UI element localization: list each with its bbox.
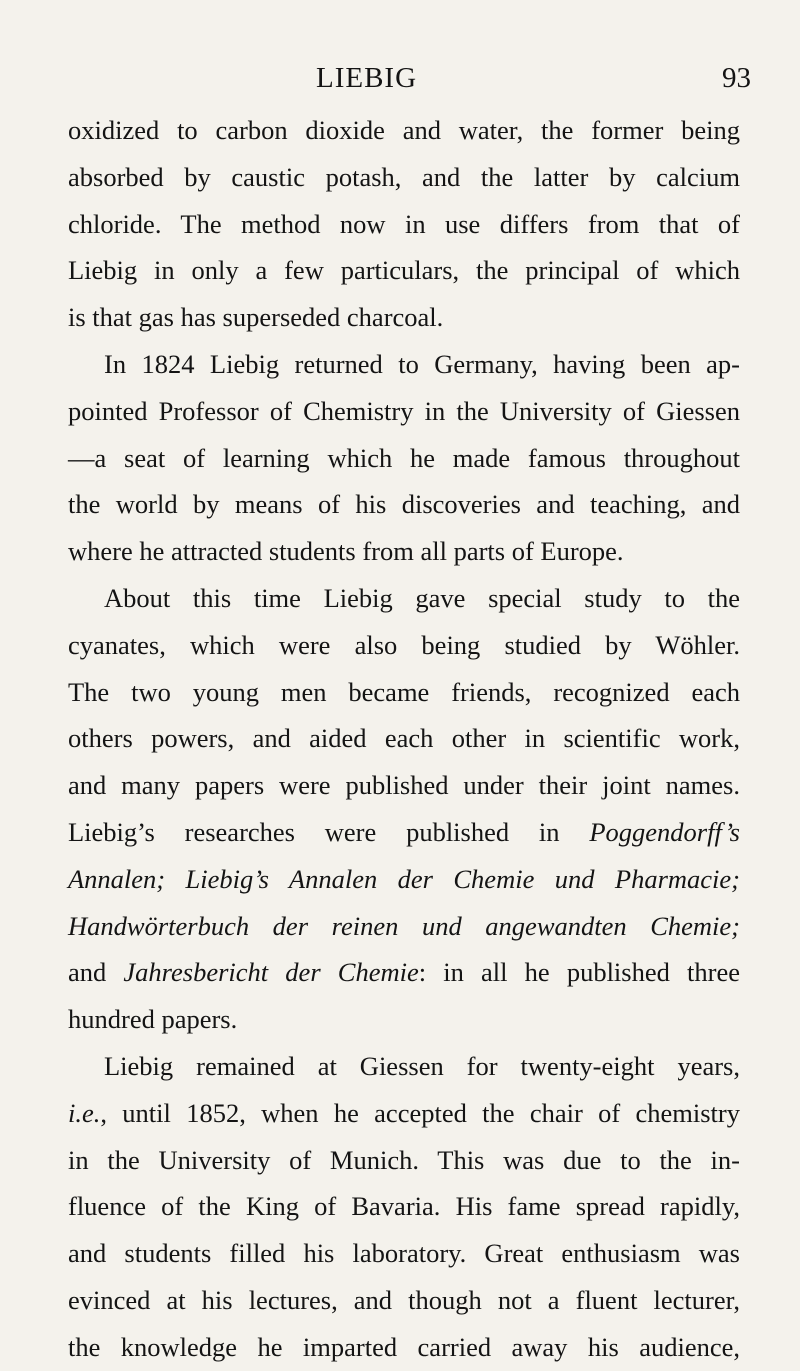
text-line: the knowledge he imparted carried away his audience, [68, 1331, 740, 1362]
italic-title: Jahresbericht der Chemie [123, 957, 419, 988]
text-line: About this time Liebig gave special study to the [104, 582, 740, 613]
text-line: and students filled his laboratory. Great enthusiasm was [68, 1238, 740, 1269]
text-line: Liebig in only a few particulars, the principal of which [68, 255, 740, 286]
text-line [68, 856, 740, 903]
body-text [68, 107, 740, 1371]
text-line: pointed Professor of Chemistry in the University of Giessen [68, 395, 740, 426]
text-line [68, 949, 740, 996]
text-line: In 1824 Liebig returned to Germany, having been ap- [104, 348, 740, 379]
text-run: , until 1852, when he accepted the chair of chemistry [100, 1097, 740, 1128]
italic-title: Poggendorff’s [589, 816, 740, 847]
text-run: Liebig’s researches were published in [68, 816, 590, 847]
text-line: evinced at his lectures, and though not a fluent lecturer, [68, 1284, 740, 1315]
italic-title: Handwörterbuch der reinen und angewandten Chemie; [68, 910, 740, 941]
running-title: LIEBIG [316, 62, 418, 94]
text-line: chloride. The method now in use differs from that of [68, 208, 740, 239]
text-line: oxidized to carbon dioxide and water, the former being [68, 115, 740, 145]
italic-abbreviation: i.e. [68, 1097, 101, 1128]
text-line [68, 1090, 740, 1137]
text-line: absorbed by caustic potash, and the latter by calcium [68, 161, 740, 192]
text-line: Liebig remained at Giessen for twenty-eight years, [104, 1050, 740, 1081]
text-line: cyanates, which were also being studied by Wöhler. [68, 629, 740, 660]
text-line: others powers, and aided each other in scientific work, [68, 723, 740, 754]
text-line: —a seat of learning which he made famous throughout [68, 442, 740, 473]
text-line: is that gas has superseded charcoal. [68, 302, 444, 333]
text-line: and many papers were published under their joint names. [68, 770, 740, 801]
text-line: in the University of Munich. This was due to the in- [68, 1144, 740, 1175]
text-line [68, 903, 740, 950]
italic-title: Annalen; Liebig’s Annalen der Chemie und Pharmacie; [68, 863, 740, 894]
text-line: hundred papers. [68, 1004, 238, 1035]
text-line: The two young men became friends, recognized each [68, 676, 740, 707]
running-head [0, 62, 800, 102]
text-run: and [68, 957, 124, 988]
text-line [68, 809, 740, 856]
text-run: : in all he published three [418, 957, 740, 988]
text-line: where he attracted students from all parts of Europe. [68, 536, 624, 567]
text-line: the world by means of his discoveries and teaching, and [68, 489, 740, 520]
page-number: 93 [722, 62, 751, 94]
text-line: fluence of the King of Bavaria. His fame spread rapidly, [68, 1191, 740, 1222]
